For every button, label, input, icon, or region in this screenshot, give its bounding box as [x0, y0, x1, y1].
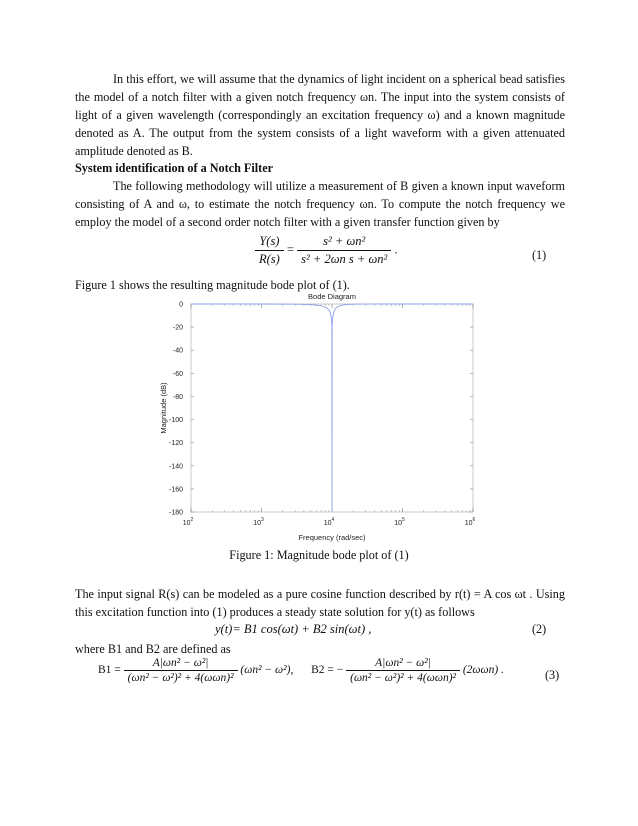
y-tick-label: -20 — [172, 324, 183, 332]
equation-2-number: (2) — [532, 622, 547, 636]
eq3-b1-tail: (ωn² − ω²), — [240, 664, 294, 677]
eq3-b2-fraction — [346, 657, 460, 684]
where-text: where B1 and B2 are defined as — [75, 642, 231, 656]
equation-3-number: (3) — [545, 668, 560, 682]
x-tick-label: $10^3$ — [253, 517, 264, 527]
equation-1: $\frac{Y(s)}{R(s)}$ = $\frac{\text{s² + ωn²}}{\text{s² + 2ωn s + ωn²}}$ . — [255, 234, 398, 267]
figure-intro-text: Figure 1 shows the resulting magnitude bode plot of (1). — [75, 278, 350, 292]
eq3-b2-numerator: A|ωn² − ω²| — [346, 657, 460, 671]
figure-caption: Figure 1: Magnitude bode plot of (1) — [229, 548, 409, 562]
equation-1-number: (1) — [532, 248, 547, 262]
x-tick-label: $10^4$ — [323, 517, 335, 527]
eq3-b1-denominator: (ωn² − ω²)² + 4(ωωn)² — [127, 672, 234, 684]
eq3-b2-tail: (2ωωn) . — [462, 664, 504, 677]
equation-3 — [98, 657, 504, 684]
section-heading: System identification of a Notch Filter — [75, 161, 274, 175]
eq3-b1-label: B1 = — [98, 664, 121, 677]
y-tick-label: -160 — [168, 486, 183, 494]
magnitude-curve-line — [191, 304, 473, 512]
eq3-b1-fraction — [124, 657, 238, 684]
paragraph-methodology: The following methodology will utilize a measurement of B given a known input waveform consisting of A and ω, to estimate the notch frequency ωn. To compute the notch frequency we employ the model of a second order notch filter with a given transfer function given by — [75, 179, 565, 229]
y-tick-label: -40 — [172, 347, 183, 355]
chart-title: Bode Diagram — [308, 292, 356, 301]
paragraph-intro: In this effort, we will assume that the dynamics of light incident on a spherical bead satisfies the model of a notch filter with a given notch frequency ωn. The input into the system consists of light of a given wavelength (correspondingly an excitation frequency ω) and a known magnitude denoted as A. The output from the system consists of a light waveform with a given attenuated amplitude denoted as B. — [75, 72, 565, 158]
y-tick-label: -60 — [172, 370, 183, 378]
y-tick-label: -100 — [168, 417, 183, 425]
eq1-rhs-denominator: s² + 2ωn s + ωn² — [301, 252, 388, 266]
eq1-lhs-denominator: R(s) — [259, 252, 280, 266]
x-tick-label: $10^5$ — [394, 517, 405, 527]
y-axis-label: Magnitude (dB) — [159, 382, 168, 434]
eq1-lhs-fraction — [255, 234, 284, 267]
eq1-rhs-fraction — [297, 234, 391, 267]
x-tick-label: $10^2$ — [182, 517, 194, 527]
paragraph-input-signal: The input signal R(s) can be modeled as a pure cosine function described by r(t) = A cos ωt . Using this excitation function into (1) produces a steady state solution for y(t) as follows — [75, 587, 565, 619]
y-tick-label: 0 — [179, 301, 183, 309]
equation-2: y(t)= B1 cos(ωt) + B2 sin(ωt) , — [215, 622, 372, 636]
bode-plot-chart — [150, 290, 490, 545]
eq1-rhs-numerator: s² + ωn² — [297, 234, 391, 251]
y-tick-label: -140 — [168, 463, 183, 471]
eq3-b2-label: B2 = − — [311, 664, 344, 677]
eq3-b2-denominator: (ωn² − ω²)² + 4(ωωn)² — [350, 672, 456, 684]
y-tick-label: -80 — [172, 393, 183, 401]
y-tick-label: -120 — [168, 440, 183, 448]
eq1-lhs-numerator: Y(s) — [255, 234, 284, 251]
eq3-b1-numerator: A|ωn² − ω²| — [124, 657, 238, 671]
x-tick-label: $10^6$ — [464, 517, 476, 527]
x-axis-label: Frequency (rad/sec) — [298, 533, 366, 542]
y-tick-label: -180 — [168, 509, 183, 517]
